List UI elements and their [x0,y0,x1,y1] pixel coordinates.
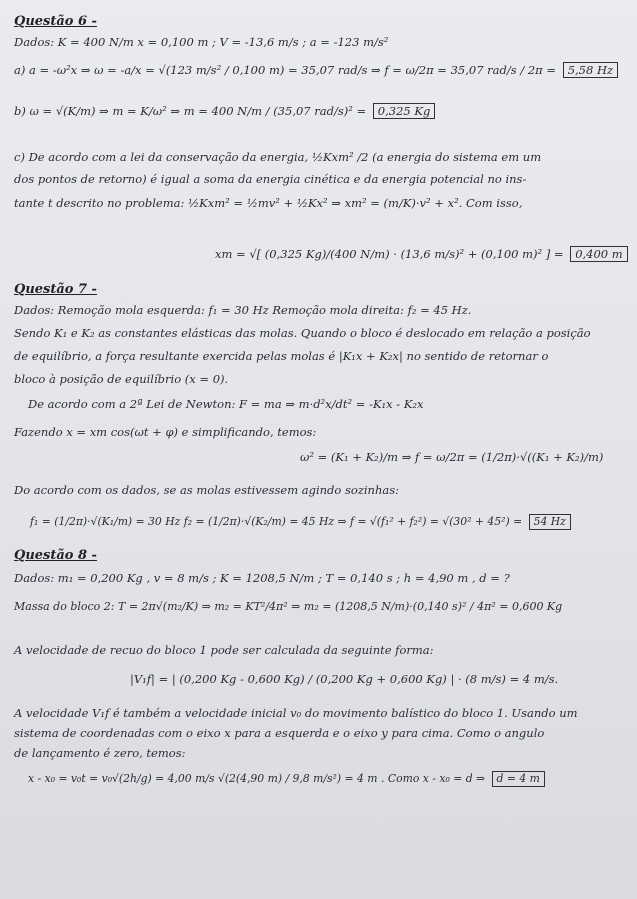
q7-line8: Do acordo com os dados, se as molas estivessem agindo sozinhas: [14,483,400,497]
q6-a-label: a) [14,63,26,77]
q6-c-line1: c) De acordo com a lei da conservação da energia, ½Kxm² /2 (a energia do sistema em um [14,150,542,164]
q7-line5: De acordo com a 2ª Lei de Newton: F = ma ⇒ m·d²x/dt² = -K₁x - K₂x [28,397,424,411]
q8-answer: d = 4 m [492,771,545,787]
q8-heading: Questão 8 - [14,548,97,563]
q6-b-answer: 0,325 Kg [373,103,436,119]
q6-c-line4 [215,246,628,262]
q6-a-eq1: a = -ω²x ⇒ ω = [29,63,117,77]
q6-a-sqrt: -a/x = √(123 m/s² / 0,100 m) [120,63,285,77]
q8-line6 [28,771,545,787]
q7-heading: Questão 7 - [14,282,97,297]
q8-formula: x - x₀ = v₀t = v₀√(2h/g) = 4,00 m/s √(2(4,90 m) / 9,8 m/s²) = 4 m . Como x - x₀ = d ⇒ [28,772,486,785]
q8-line2: |V₁f| = | (0,200 Kg - 0,600 Kg) / (0,200 Kg + 0,600 Kg) | · (8 m/s) = 4 m/s. [130,672,559,686]
q6-a-eq2: = 35,07 rad/s ⇒ f = ω/2π = 35,07 rad/s / 2π = [288,63,557,77]
q8-line3: A velocidade V₁f é também a velocidade inicial v₀ do movimento balístico do bloco 1. Usando um [14,706,578,720]
q6-a-line [14,62,618,78]
q7-line7: ω² = (K₁ + K₂)/m ⇒ f = ω/2π = (1/2π)·√((K₁ + K₂)/m) [300,450,604,464]
q7-line3: de equilíbrio, a força resultante exercida pelas molas é |K₁x + K₂x| no sentido de retornar o [14,349,549,363]
q6-c-line2: dos pontos de retorno) é igual a soma da energia cinética e da energia potencial no ins- [14,172,527,186]
q7-line9 [30,514,571,530]
q8-line5: de lançamento é zero, temos: [14,746,186,760]
q7-answer: 54 Hz [529,514,571,530]
q8-dados: Dados: m₁ = 0,200 Kg , v = 8 m/s ; K = 1208,5 N/m ; T = 0,140 s ; h = 4,90 m , d = ? [14,571,510,585]
q6-c-line3: tante t descrito no problema: ½Kxm² = ½mv² + ½Kx² ⇒ xm² = (m/K)·v² + x². Com isso, [14,196,523,210]
q6-b-eq: ω = √(K/m) ⇒ m = K/ω² ⇒ m = 400 N/m / (35,07 rad/s)² = [29,104,367,118]
q6-c-answer: 0,400 m [570,246,627,262]
q6-b-line [14,103,435,119]
q6-c-formula: xm = √[ (0,325 Kg)/(400 N/m) · (13,6 m/s)² + (0,100 m)² ] = [215,247,564,261]
q6-b-label: b) [14,104,26,118]
q8-line4: sistema de coordenadas com o eixo x para a esquerda e o eixo y para cima. Como o angulo [14,726,545,740]
q6-dados: Dados: K = 400 N/m x = 0,100 m ; V = -13,6 m/s ; a = -123 m/s² [14,35,389,49]
q6-a-answer: 5,58 Hz [563,62,618,78]
q7-line2: Sendo K₁ e K₂ as constantes elásticas das molas. Quando o bloco é deslocado em relação a posição [14,326,591,340]
q7-line1: Dados: Remoção mola esquerda: f₁ = 30 Hz Remoção mola direita: f₂ = 45 Hz. [14,303,472,317]
q7-line6: Fazendo x = xm cos(ωt + φ) e simplificando, temos: [14,425,317,439]
q6-heading: Questão 6 - [14,14,97,29]
q8-massa: Massa do bloco 2: T = 2π√(m₂/K) ⇒ m₂ = KT²/4π² ⇒ m₂ = (1208,5 N/m)·(0,140 s)² / 4π² = 0,600 Kg [14,600,563,613]
q7-formula: f₁ = (1/2π)·√(K₁/m) = 30 Hz f₂ = (1/2π)·√(K₂/m) = 45 Hz ⇒ f = √(f₁² + f₂²) = √(30² + 45²) = [30,515,523,528]
q7-line4: bloco à posição de equilíbrio (x = 0). [14,372,229,386]
q8-line1: A velocidade de recuo do bloco 1 pode ser calculada da seguinte forma: [14,643,434,657]
